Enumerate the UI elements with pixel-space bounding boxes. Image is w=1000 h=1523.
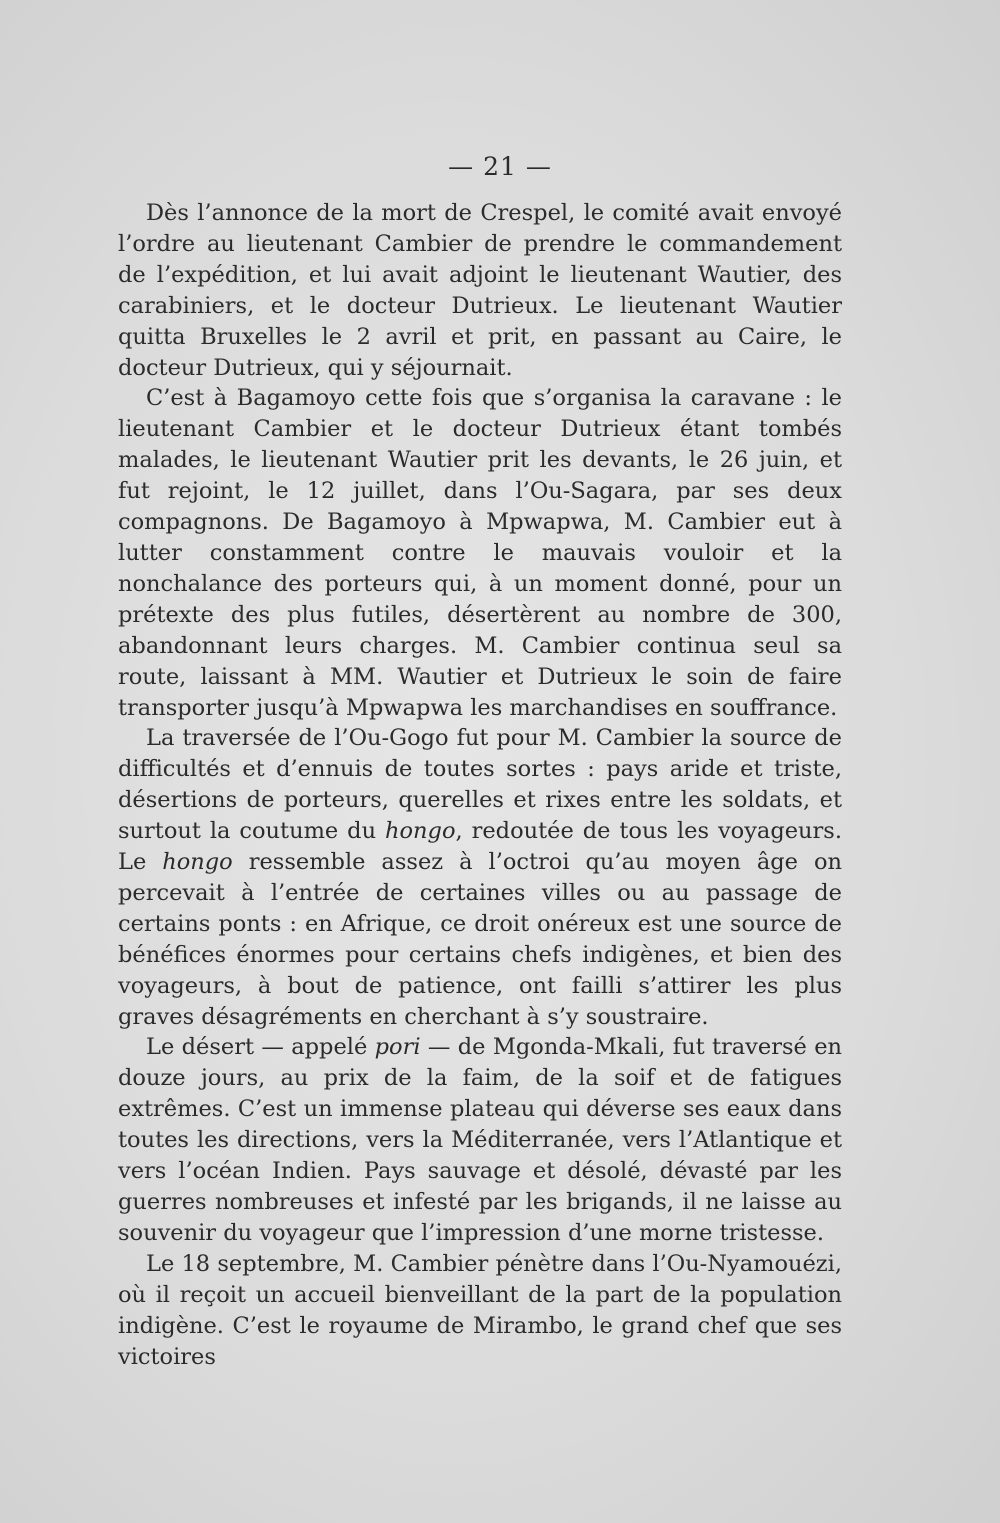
page-number: — 21 — (448, 152, 552, 181)
paragraph (118, 383, 842, 723)
italic-term: pori (374, 1034, 421, 1061)
text-run: Le 18 septembre, M. Cambier pénètre dans l’Ou-Nyamouézi, où il reçoit un accueil bienveillant de la part de la population indigène. C’est le royaume de Mirambo, le grand chef que ses victoires (118, 1250, 842, 1370)
text-run: Le désert — appelé (146, 1034, 375, 1061)
paragraph (118, 198, 842, 383)
text-run: ressemble assez à l’octroi qu’au moyen âge on percevait à l’entrée de certaines villes ou au passage de certains ponts : en Afrique, ce droit onéreux est une source de bénéfices énormes pour certains chefs indigènes, et bien des voyageurs, à bout de patience, ont failli s’attirer les plus graves désagréments en cherchant à s’y soustraire. (118, 849, 842, 1030)
italic-term: hongo (385, 818, 456, 845)
text-run: Dès l’annonce de la mort de Crespel, le comité avait envoyé l’ordre au lieutenant Cambier de prendre le commandement de l’expédition, et lui avait adjoint le lieutenant Wautier, des carabiniers, et le docteur Dutrieux. Le lieutenant Wautier quitta Bruxelles le 2 avril et prit, en passant au Caire, le docteur Dutrieux, qui y séjournait. (118, 200, 842, 381)
text-run: — de Mgonda-Mkali, fut traversé en douze jours, au prix de la faim, de la soif et de fatigues extrêmes. C’est un immense plateau qui déverse ses eaux dans toutes les directions, vers la Méditerranée, vers l’Atlantique et vers l’océan Indien. Pays sauvage et désolé, dévasté par les guerres nombreuses et infesté par les brigands, il ne laisse au souvenir du voyageur que l’impression d’une morne tristesse. (118, 1034, 842, 1246)
text-run: C’est à Bagamoyo cette fois que s’organisa la caravane : le lieutenant Cambier et le docteur Dutrieux étant tombés malades, le lieutenant Wautier prit les devants, le 26 juin, et fut rejoint, le 12 juillet, dans l’Ou-Sagara, par ses deux compagnons. De Bagamoyo à Mpwapwa, M. Cambier eut à lutter constamment contre le mauvais vouloir et la nonchalance des porteurs qui, à un moment donné, pour un prétexte des plus futiles, désertèrent au nombre de 300, abandonnant leurs charges. M. Cambier continua seul sa route, laissant à MM. Wautier et Dutrieux le soin de faire transporter jusqu’à Mpwapwa les marchandises en souffrance. (118, 385, 842, 721)
text-run: La traversée de l’Ou-Gogo fut pour M. Cambier la source de difficultés et d’ennuis de toutes sortes : pays aride et triste, désertions de porteurs, querelles et rixes entre les soldats, et surtout la coutume du (118, 725, 842, 845)
italic-term: hongo (162, 849, 233, 876)
paragraph (118, 723, 842, 1032)
paragraph (118, 1032, 842, 1248)
paragraph (118, 1249, 842, 1373)
text-run: , redoutée de tous les voyageurs. Le (118, 818, 842, 876)
body-text (118, 198, 842, 1372)
